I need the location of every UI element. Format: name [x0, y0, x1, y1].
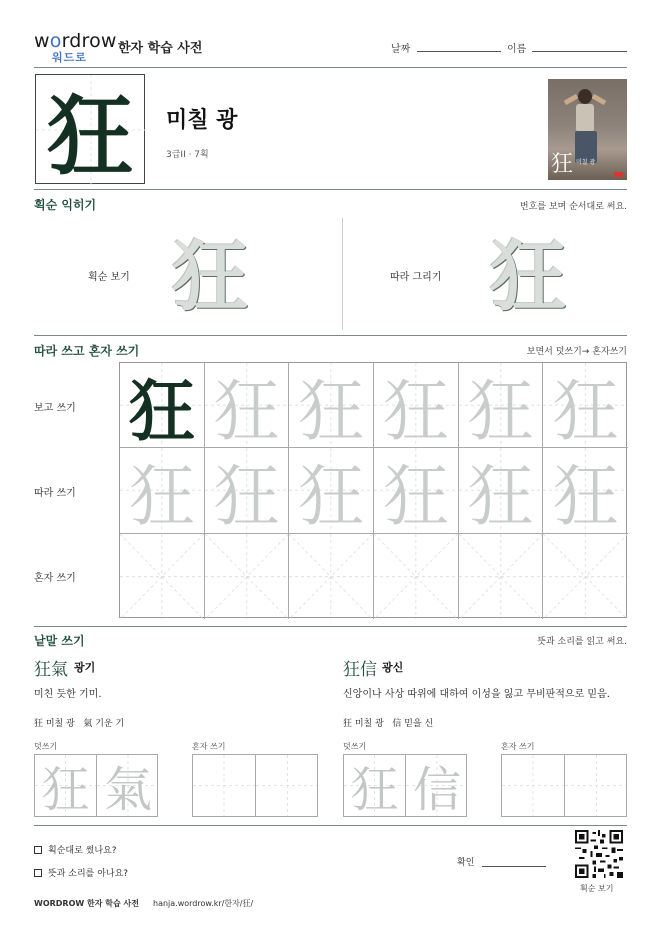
stroke-order-demo: 狂	[172, 231, 248, 321]
qr-caption: 획순 보기	[580, 884, 614, 893]
word-self-box[interactable]	[192, 754, 318, 817]
practice-cell[interactable]: 狂	[289, 448, 374, 533]
date-field[interactable]	[417, 51, 501, 52]
stroke-trace-area[interactable]: 狂	[490, 231, 566, 321]
word-trace-box[interactable]: 狂 信	[343, 754, 467, 817]
row-label-self: 혼자 쓰기	[34, 573, 76, 584]
practice-cell-empty[interactable]	[289, 534, 374, 619]
row-label-look: 보고 쓰기	[34, 403, 76, 414]
photo-caption: 미칠 광	[576, 159, 596, 166]
word-parts: 狂 미칠 광 信 믿을 신	[343, 719, 434, 729]
word-reading: 광신	[382, 661, 404, 674]
section-divider	[34, 335, 627, 336]
stroke-section-note: 번호를 보며 순서대로 써요.	[519, 202, 627, 212]
main-character-box	[35, 74, 145, 187]
date-label: 날짜	[391, 44, 411, 55]
stroke-section-title: 획순 익히기	[34, 198, 97, 212]
practice-cell[interactable]: 狂	[374, 448, 459, 533]
row-label-trace: 따라 쓰기	[34, 488, 76, 499]
self-write-label: 혼자 쓰기	[192, 742, 226, 751]
checkbox[interactable]	[34, 846, 42, 854]
practice-cell-empty[interactable]	[459, 534, 544, 619]
word-reading: 광기	[74, 661, 96, 674]
checkbox[interactable]	[34, 869, 42, 877]
practice-section-note: 보면서 덧쓰기→ 혼자쓰기	[526, 347, 627, 357]
practice-cell-empty[interactable]	[374, 534, 459, 619]
trace-label: 덧쓰기	[34, 742, 58, 751]
practice-cell[interactable]: 狂	[543, 363, 628, 448]
section-divider	[34, 189, 627, 190]
word-definition: 미친 듯한 기미.	[34, 689, 102, 700]
practice-cell[interactable]: 狂	[120, 448, 205, 533]
practice-cell[interactable]: 狂	[289, 363, 374, 448]
practice-cell[interactable]: 狂	[543, 448, 628, 533]
stroke-divider	[342, 218, 343, 330]
checklist-item[interactable]: 획순대로 썼나요?	[34, 843, 117, 856]
word-trace-box[interactable]: 狂 氣	[34, 754, 158, 817]
practice-section-title: 따라 쓰고 혼자 쓰기	[34, 344, 140, 358]
word-definition: 신앙이나 사상 따위에 대하여 이성을 잃고 무비판적으로 믿음.	[343, 689, 610, 700]
photo-character: 狂	[551, 152, 574, 177]
word-parts: 狂 미칠 광 氣 기운 기	[34, 719, 125, 729]
section-divider	[34, 825, 627, 826]
practice-cell-empty[interactable]	[543, 534, 628, 619]
character-grade: 3급II · 7획	[166, 150, 209, 160]
practice-cell[interactable]: 狂	[459, 448, 544, 533]
stroke-view-label: 획순 보기	[88, 272, 130, 283]
practice-cell[interactable]: 狂	[459, 363, 544, 448]
name-label: 이름	[507, 44, 527, 55]
logo-korean: 워드로	[52, 51, 87, 64]
trace-label: 덧쓰기	[343, 742, 367, 751]
practice-cell-empty[interactable]	[120, 534, 205, 619]
practice-cell[interactable]: 狂	[205, 448, 290, 533]
confirm-label: 확인	[457, 858, 475, 868]
app-title: 한자 학습 사전	[118, 41, 203, 56]
qr-code[interactable]	[575, 830, 623, 878]
self-write-label: 혼자 쓰기	[501, 742, 535, 751]
illustration-photo	[548, 79, 627, 180]
stroke-trace-label: 따라 그리기	[390, 272, 442, 283]
practice-cell[interactable]: 狂	[120, 363, 205, 448]
practice-cell[interactable]: 狂	[374, 363, 459, 448]
word-hanja: 狂氣	[34, 660, 68, 680]
practice-cell[interactable]: 狂	[205, 363, 290, 448]
section-divider	[34, 626, 627, 627]
practice-grid	[119, 362, 627, 618]
character-meaning: 미칠 광	[166, 108, 238, 133]
footer-url[interactable]: hanja.wordrow.kr/한자/狂/	[153, 899, 254, 908]
name-field[interactable]	[532, 51, 627, 52]
word-section-title: 낱말 쓰기	[34, 634, 85, 648]
word-self-box[interactable]	[501, 754, 627, 817]
checklist-item[interactable]: 뜻과 소리를 아나요?	[34, 866, 128, 879]
confirm-field[interactable]	[482, 866, 546, 867]
footer-brand: WORDROW 한자 학습 사전	[34, 899, 139, 908]
main-character: 狂	[47, 86, 133, 187]
logo: wordrow	[34, 30, 117, 52]
practice-cell-empty[interactable]	[205, 534, 290, 619]
word-section-note: 뜻과 소리를 읽고 써요.	[537, 637, 627, 647]
word-hanja: 狂信	[343, 660, 377, 680]
